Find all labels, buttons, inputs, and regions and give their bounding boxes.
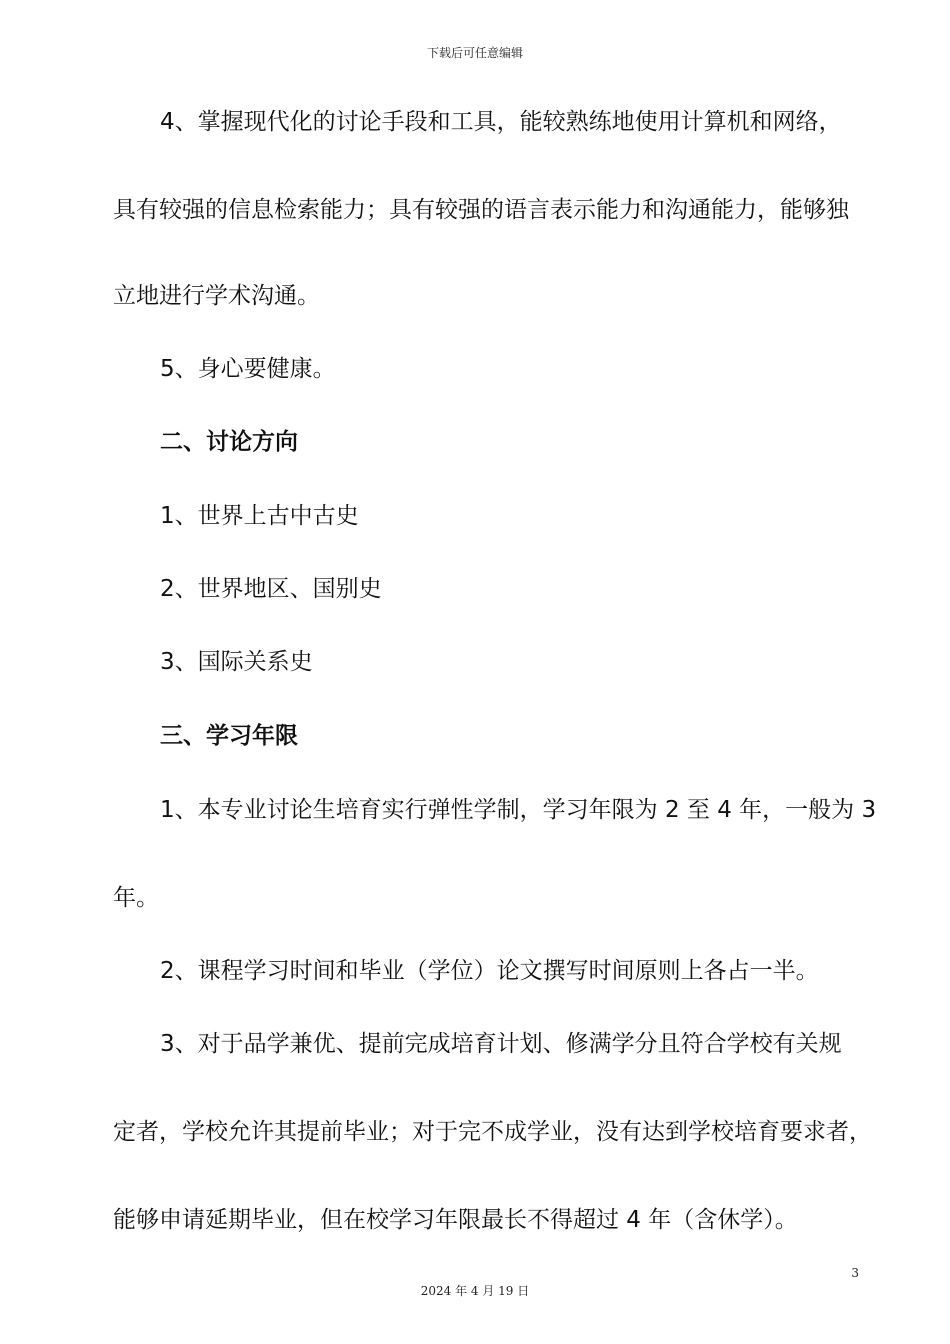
page-header: 下载后可任意编辑 (426, 46, 523, 60)
page-number: 3 (851, 1266, 859, 1280)
section-heading: 三、学习年限 (160, 723, 298, 749)
paragraph-line: 立地进行学术沟通。 (113, 283, 320, 309)
section-heading: 二、讨论方向 (160, 429, 298, 455)
paragraph-line: 年。 (113, 885, 159, 911)
list-item: 1、世界上古中古史 (160, 503, 359, 529)
list-item: 3、国际关系史 (160, 649, 313, 675)
paragraph-line: 5、身心要健康。 (160, 356, 336, 382)
paragraph-line: 定者，学校允许其提前毕业；对于完不成学业，没有达到学校培育要求者， (113, 1119, 872, 1145)
paragraph-line: 能够申请延期毕业，但在校学习年限最长不得超过 4 年（含休学）。 (113, 1207, 798, 1233)
paragraph-line: 2、课程学习时间和毕业（学位）论文撰写时间原则上各占一半。 (160, 958, 819, 984)
paragraph-line: 3、对于品学兼优、提前完成培育计划、修满学分且符合学校有关规 (160, 1031, 842, 1057)
list-item: 2、世界地区、国别史 (160, 576, 382, 602)
paragraph-line: 1、本专业讨论生培育实行弹性学制，学习年限为 2 至 4 年，一般为 3 (160, 797, 877, 823)
paragraph-line: 4、掌握现代化的讨论手段和工具，能较熟练地使用计算机和网络， (160, 109, 842, 135)
paragraph-line: 具有较强的信息检索能力；具有较强的语言表示能力和沟通能力，能够独 (113, 197, 849, 223)
page-footer-date: 2024 年 4 月 19 日 (420, 1284, 530, 1298)
